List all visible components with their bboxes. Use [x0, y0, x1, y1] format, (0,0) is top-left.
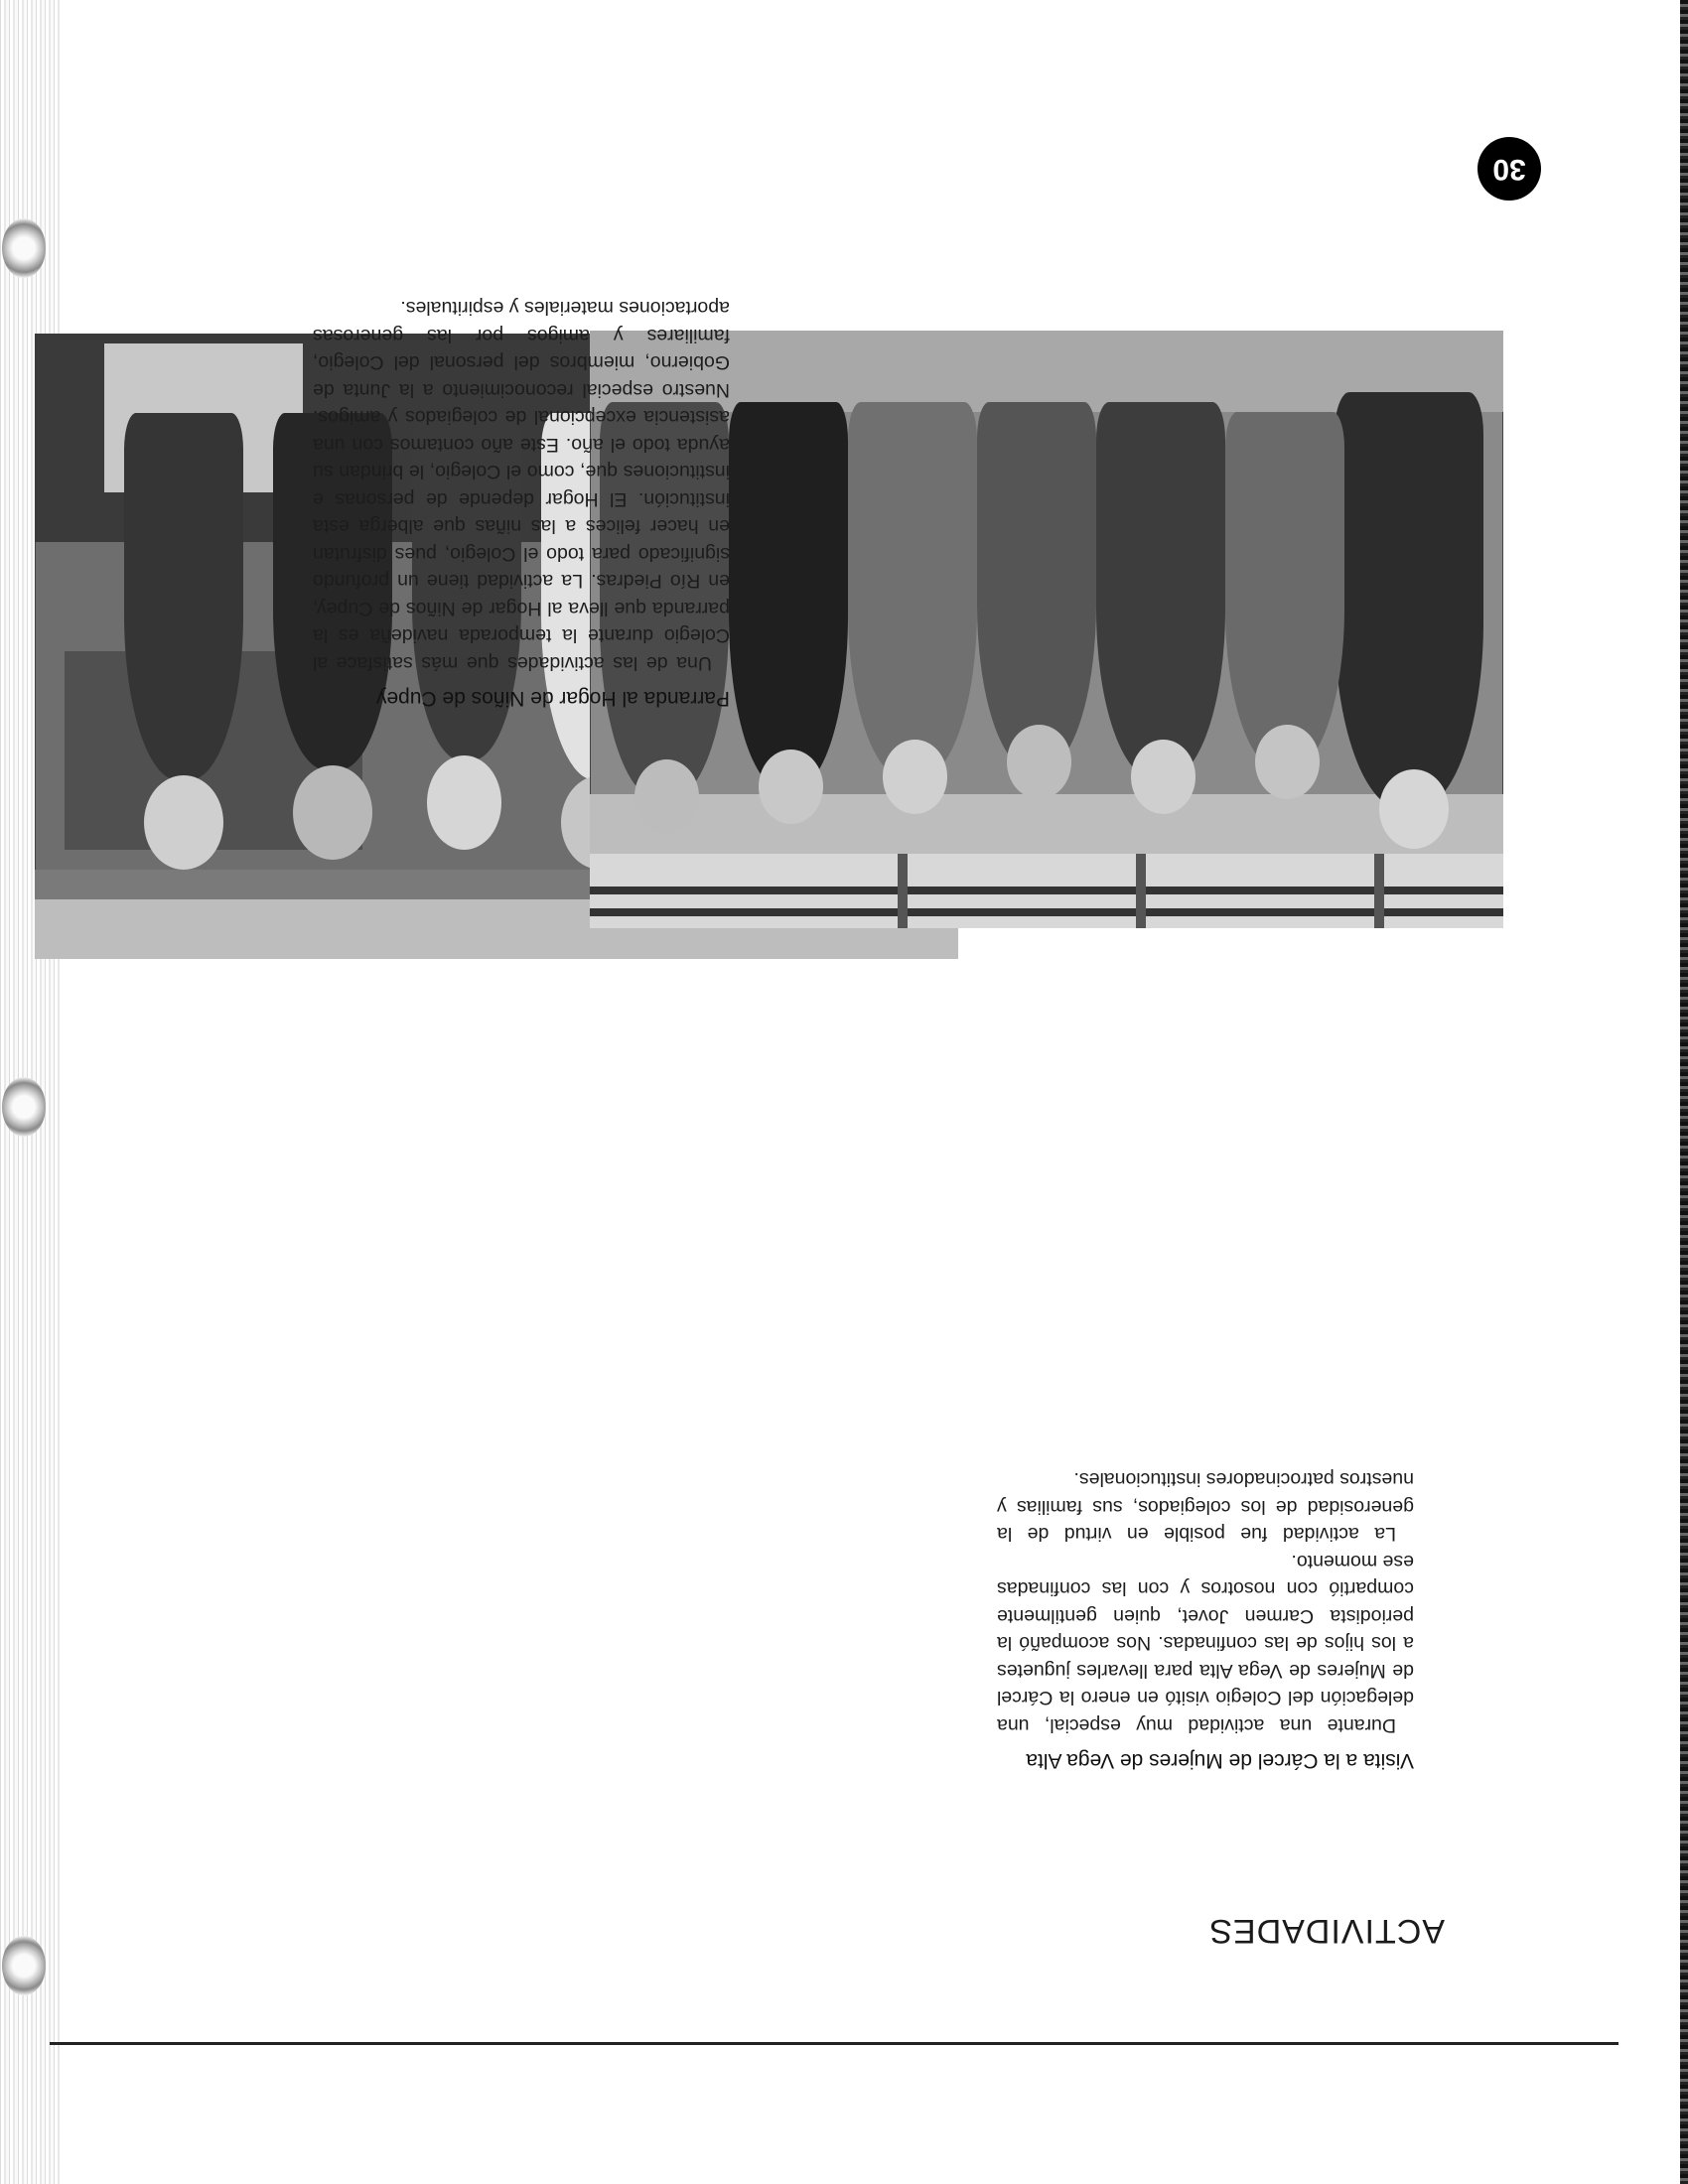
- article-paragraph: Durante una actividad muy especial, una delegación del Colegio visitó en enero la Cárcel de Mujeres de Vega Alta para llevarles juguetes a los hijos de las confinadas. Nos acompañó la periodista Carmen Jovet, quien gentilmente compartió con nosotros y con las confinadas ese momento.: [997, 1551, 1414, 1736]
- section-title: ACTIVIDADES: [1208, 1912, 1445, 1950]
- article-paragraph: La actividad fue posible en virtud de la generosidad de los colegiados, sus familias y nuestros patrocinadores institucionales.: [997, 1468, 1414, 1546]
- article-title: Parranda al Hogar de Niños de Cupey: [375, 687, 730, 710]
- article-childrens-home: [313, 294, 730, 710]
- scan-edge: [1680, 0, 1688, 2184]
- article-title: Visita a la Cárcel de Mujeres de Vega Alta: [1026, 1749, 1414, 1772]
- article-paragraph: Una de las actividades que más satisface al Colegio durante la temporada navideña es la parranda que lleva al Hogar de Niños de Cupey, en Río Piedras. La actividad tiene un profundo significado para todo el Colegio, pues disfrutan en hacer felices a las niñas que alberga esta institución. El Hogar depende de personas e instituciones que, como el Colegio, le brindan su ayuda todo el año. Este año contamos con una asistencia excepcional de colegiados y amigos. Nuestro especial reconocimiento a la Junta de Gobierno, miembros del personal del Colegio, familiares y amigos por las generosas aportaciones materiales y espirituales.: [313, 297, 730, 674]
- binder-hole-bottom: [2, 218, 46, 278]
- binder-hole-middle: [2, 1077, 46, 1137]
- page-number-badge: 30: [1477, 137, 1541, 201]
- article-prison-visit: [997, 1465, 1414, 1772]
- header-rule: [50, 2042, 1618, 2045]
- binder-hole-top: [2, 1936, 46, 1995]
